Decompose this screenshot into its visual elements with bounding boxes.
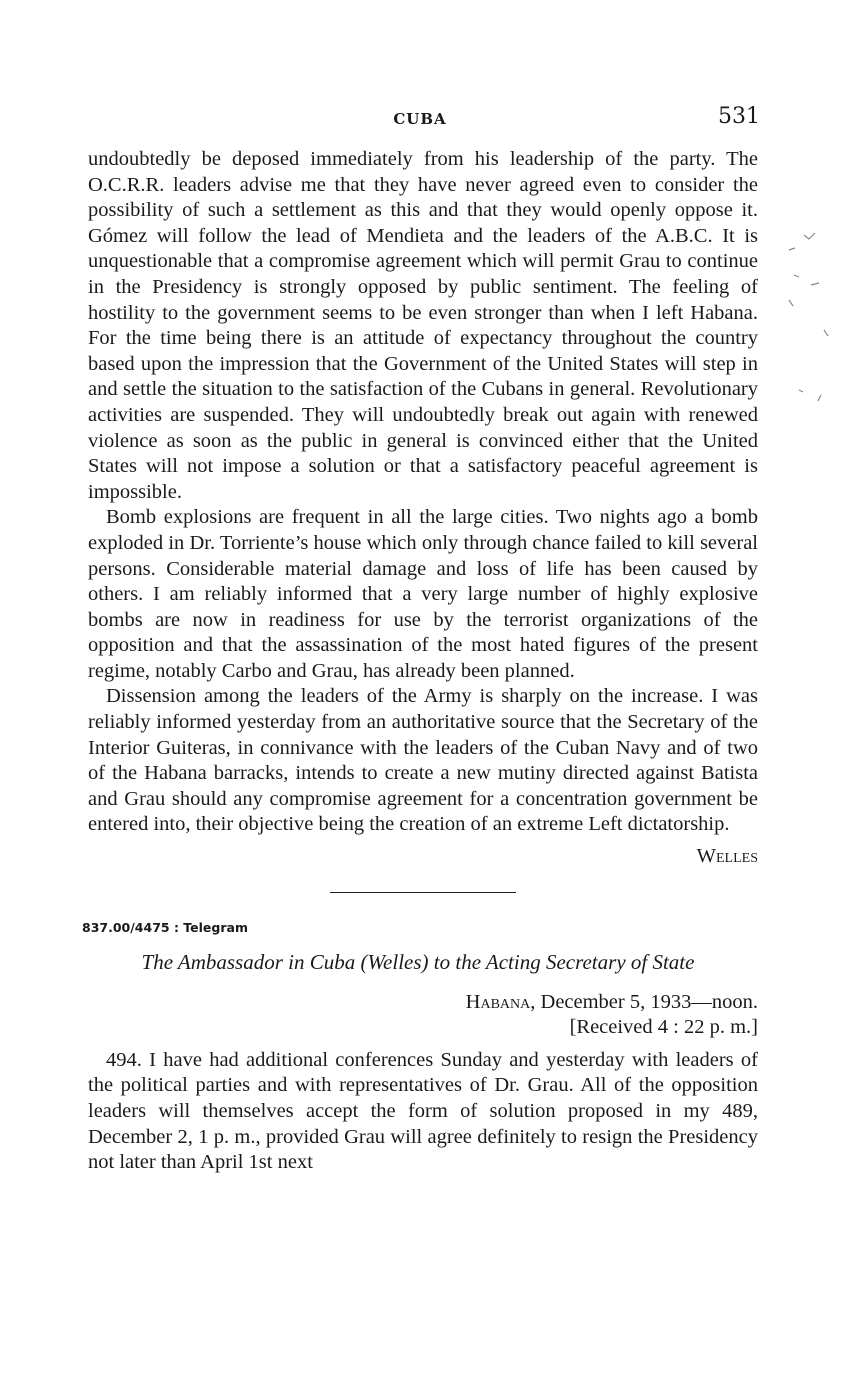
page-header (80, 104, 760, 134)
section-divider (330, 892, 516, 893)
file-reference: 837.00/4475 : Telegram (82, 919, 248, 935)
running-head: CUBA (393, 110, 447, 128)
margin-pencil-marks (749, 230, 859, 430)
document-title: The Ambassador in Cuba (Welles) to the Acting Secretary of State (141, 950, 695, 975)
signature: Welles (696, 845, 758, 868)
telegram-paragraph: 494. I have had additional conferences Sunday and yesterday with leaders of the political parties and with representatives of Dr. Grau. All of the opposition leaders will themselves accept the form of solution proposed in my 489, December 2, 1 p. m., provided Grau will agree definitely to resign the Presidency not later than April 1st next (88, 1048, 758, 1174)
dateline (88, 990, 758, 1015)
dateline-date: December 5, 1933—noon. (540, 990, 758, 1013)
paragraph-bomb-explosions: Bomb explosions are frequent in all the large cities. Two nights ago a bomb exploded in Dr. Torriente’s house which only through chance failed to kill several persons. Considerable material damage and loss of life has been caused by others. I am reliably informed that a very large number of highly explosive bombs are now in readiness for use by the terrorist organizations of the opposition and that the assassination of the most hated figures of the present regime, notably Carbo and Grau, has already been planned. (88, 506, 758, 682)
paragraph-army-dissension: Dissension among the leaders of the Army is sharply on the increase. I was reliably informed yesterday from an authoritative source that the Secretary of the Interior Guiteras, in connivance with the leaders of the Cuban Navy and of two of the Habana barracks, intends to create a new mutiny directed against Batista and Grau should any compromise agreement for a concentration government be entered into, their objective being the creation of an extreme Left dictatorship. (88, 685, 758, 836)
dateline-place: Habana, (465, 990, 536, 1013)
received-note: [Received 4 : 22 p. m.] (569, 1015, 758, 1038)
page-number: 531 (718, 104, 760, 129)
paragraph-continued: undoubtedly be deposed immediately from his leadership of the party. The O.C.R.R. leaders advise me that they have never agreed even to consider the possibility of such a settlement as this and that they would openly oppose it. Gómez will follow the lead of Mendieta and the leaders of the A.B.C. It is unquestionable that a compromise agreement which will permit Grau to continue in the Presidency is strongly opposed by public sentiment. The feeling of hostility to the government seems to be even stronger than when I left Habana. For the time being there is an attitude of expectancy throughout the country based upon the impression that the Government of the United States will step in and settle the situation to the satisfaction of the Cubans in general. Revolutionary activities are suspended. They will undoubtedly break out again with renewed violence as soon as the public in general is convinced either that the United States will not impose a solution or that a satisfactory peaceful agreement is impossible. (88, 148, 758, 503)
page-body (82, 147, 758, 1176)
